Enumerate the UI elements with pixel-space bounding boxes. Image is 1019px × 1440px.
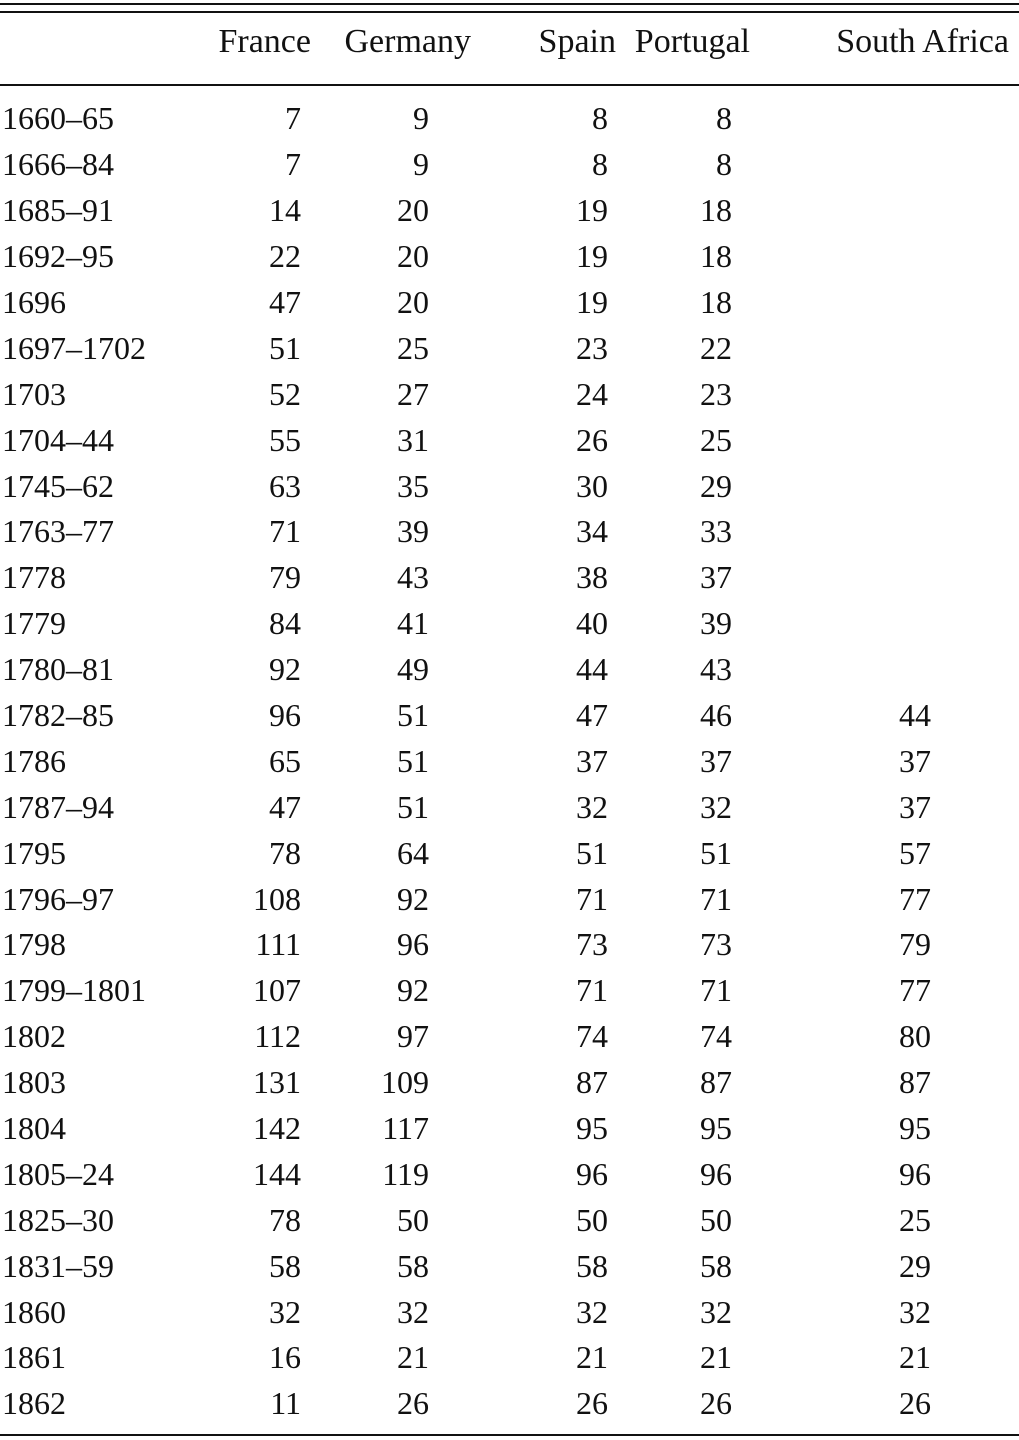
table-row <box>0 1060 1019 1106</box>
france-cell: 65 <box>269 742 301 779</box>
south-africa-cell <box>750 371 1019 417</box>
france-cell: 7 <box>285 100 301 137</box>
spain-cell: 51 <box>576 834 608 871</box>
south-africa-cell: 77 <box>899 880 931 917</box>
table-row <box>0 784 1019 830</box>
south-africa-cell: 37 <box>899 742 931 779</box>
germany-cell: 92 <box>397 880 429 917</box>
spain-cell: 34 <box>576 513 608 550</box>
france-cell: 7 <box>285 146 301 183</box>
period-cell: 1805–24 <box>2 1155 114 1192</box>
table-row <box>0 1106 1019 1152</box>
spain-cell: 50 <box>576 1201 608 1238</box>
column-header-south-africa: South Africa <box>836 23 1009 60</box>
portugal-cell: 87 <box>700 1064 732 1101</box>
france-cell: 32 <box>269 1293 301 1330</box>
period-cell: 1825–30 <box>2 1201 114 1238</box>
germany-cell: 109 <box>381 1064 429 1101</box>
period-cell: 1763–77 <box>2 513 114 550</box>
portugal-cell: 8 <box>716 100 732 137</box>
column-header-spain: Spain <box>538 23 616 60</box>
portugal-cell: 96 <box>700 1155 732 1192</box>
period-cell: 1696 <box>2 284 66 320</box>
portugal-cell: 73 <box>700 926 732 963</box>
south-africa-cell: 80 <box>899 1018 931 1055</box>
south-africa-cell <box>750 96 1019 142</box>
spain-cell: 37 <box>576 742 608 779</box>
germany-cell: 26 <box>397 1385 429 1422</box>
portugal-cell: 32 <box>700 788 732 825</box>
bottom-rule <box>0 1434 1019 1436</box>
portugal-cell: 71 <box>700 972 732 1009</box>
france-cell: 63 <box>269 467 301 504</box>
spain-cell: 19 <box>576 238 608 275</box>
south-africa-cell <box>750 647 1019 693</box>
south-africa-cell <box>750 601 1019 647</box>
germany-cell: 39 <box>397 513 429 550</box>
table-body <box>0 84 1019 1427</box>
portugal-cell: 18 <box>700 238 732 275</box>
germany-cell: 50 <box>397 1201 429 1238</box>
spain-cell: 95 <box>576 1110 608 1147</box>
period-cell: 1780–81 <box>2 651 114 688</box>
south-africa-cell: 57 <box>899 834 931 871</box>
france-cell: 131 <box>253 1064 301 1101</box>
period-cell: 1798 <box>2 926 66 963</box>
period-cell: 1778 <box>2 559 66 596</box>
france-cell: 22 <box>269 238 301 275</box>
spain-cell: 71 <box>576 972 608 1009</box>
table-row <box>0 142 1019 188</box>
table-row <box>0 922 1019 968</box>
france-cell: 58 <box>269 1247 301 1284</box>
header-row <box>0 0 1019 84</box>
south-africa-cell: 79 <box>899 926 931 963</box>
table-row <box>0 1014 1019 1060</box>
portugal-cell: 32 <box>700 1293 732 1330</box>
table-row <box>0 738 1019 784</box>
period-cell: 1782–85 <box>2 697 114 734</box>
south-africa-cell: 37 <box>899 788 931 825</box>
table-row <box>0 1197 1019 1243</box>
portugal-cell: 39 <box>700 605 732 642</box>
period-cell: 1861 <box>2 1339 66 1376</box>
portugal-cell: 51 <box>700 834 732 871</box>
portugal-cell: 95 <box>700 1110 732 1147</box>
spain-cell: 19 <box>576 192 608 229</box>
south-africa-cell: 25 <box>899 1201 931 1238</box>
spain-cell: 71 <box>576 880 608 917</box>
germany-cell: 31 <box>397 421 429 458</box>
france-cell: 144 <box>253 1155 301 1192</box>
period-cell: 1831–59 <box>2 1247 114 1284</box>
france-cell: 14 <box>269 192 301 229</box>
period-cell: 1799–1801 <box>2 972 146 1009</box>
germany-cell: 35 <box>397 467 429 504</box>
spain-cell: 26 <box>576 421 608 458</box>
period-cell: 1787–94 <box>2 788 114 825</box>
table-row <box>0 463 1019 509</box>
table-row <box>0 188 1019 234</box>
spain-cell: 32 <box>576 788 608 825</box>
germany-cell: 32 <box>397 1293 429 1330</box>
france-cell: 51 <box>269 329 301 366</box>
france-cell: 112 <box>254 1018 301 1055</box>
germany-cell: 97 <box>397 1018 429 1055</box>
spain-cell: 40 <box>576 605 608 642</box>
france-cell: 142 <box>253 1110 301 1147</box>
spain-cell: 8 <box>592 100 608 137</box>
south-africa-cell: 95 <box>899 1110 931 1147</box>
table-row <box>0 325 1019 371</box>
france-cell: 16 <box>269 1339 301 1376</box>
portugal-cell: 37 <box>700 559 732 596</box>
portugal-cell: 50 <box>700 1201 732 1238</box>
south-africa-cell: 32 <box>899 1293 931 1330</box>
spain-cell: 44 <box>576 651 608 688</box>
france-cell: 107 <box>253 972 301 1009</box>
germany-cell: 43 <box>397 559 429 596</box>
france-cell: 52 <box>269 375 301 412</box>
spain-cell: 73 <box>576 926 608 963</box>
germany-cell: 25 <box>397 329 429 366</box>
period-cell: 1692–95 <box>2 238 114 275</box>
south-africa-cell <box>750 417 1019 463</box>
portugal-cell: 22 <box>700 329 732 366</box>
germany-cell: 9 <box>413 146 429 183</box>
portugal-cell: 8 <box>716 146 732 183</box>
germany-cell: 9 <box>413 100 429 137</box>
spain-cell: 8 <box>592 146 608 183</box>
period-cell: 1704–44 <box>2 421 114 458</box>
spain-cell: 19 <box>576 284 608 320</box>
table-row <box>0 509 1019 555</box>
germany-cell: 20 <box>397 284 429 320</box>
period-cell: 1697–1702 <box>2 329 146 366</box>
spain-cell: 58 <box>576 1247 608 1284</box>
germany-cell: 21 <box>397 1339 429 1376</box>
south-africa-cell <box>750 325 1019 371</box>
portugal-cell: 18 <box>700 192 732 229</box>
spain-cell: 23 <box>576 329 608 366</box>
table-row <box>0 693 1019 739</box>
france-cell: 47 <box>269 284 301 320</box>
table-row <box>0 1151 1019 1197</box>
table-row <box>0 1335 1019 1381</box>
table-row <box>0 555 1019 601</box>
portugal-cell: 21 <box>700 1339 732 1376</box>
column-header-germany: Germany <box>344 23 471 60</box>
france-cell: 78 <box>269 1201 301 1238</box>
france-cell: 78 <box>269 834 301 871</box>
spain-cell: 21 <box>576 1339 608 1376</box>
spain-cell: 47 <box>576 697 608 734</box>
portugal-cell: 33 <box>700 513 732 550</box>
period-cell: 1796–97 <box>2 880 114 917</box>
column-header-period <box>0 0 190 84</box>
table-row <box>0 968 1019 1014</box>
france-cell: 11 <box>270 1385 301 1422</box>
south-africa-cell <box>750 280 1019 326</box>
south-africa-cell <box>750 142 1019 188</box>
south-africa-cell <box>750 555 1019 601</box>
germany-cell: 41 <box>397 605 429 642</box>
france-cell: 84 <box>269 605 301 642</box>
france-cell: 47 <box>269 788 301 825</box>
france-cell: 55 <box>269 421 301 458</box>
period-cell: 1660–65 <box>2 100 114 137</box>
portugal-cell: 29 <box>700 467 732 504</box>
germany-cell: 49 <box>397 651 429 688</box>
germany-cell: 51 <box>397 697 429 734</box>
portugal-cell: 23 <box>700 375 732 412</box>
table-row <box>0 417 1019 463</box>
germany-cell: 96 <box>397 926 429 963</box>
table-row <box>0 647 1019 693</box>
portugal-cell: 37 <box>700 742 732 779</box>
germany-cell: 51 <box>397 788 429 825</box>
south-africa-cell <box>750 509 1019 555</box>
period-cell: 1802 <box>2 1018 66 1055</box>
france-cell: 71 <box>269 513 301 550</box>
table-row <box>0 601 1019 647</box>
portugal-cell: 58 <box>700 1247 732 1284</box>
germany-cell: 58 <box>397 1247 429 1284</box>
spain-cell: 32 <box>576 1293 608 1330</box>
table-row <box>0 1381 1019 1427</box>
germany-cell: 92 <box>397 972 429 1009</box>
portugal-cell: 43 <box>700 651 732 688</box>
portugal-cell: 71 <box>700 880 732 917</box>
germany-cell: 64 <box>397 834 429 871</box>
south-africa-cell: 87 <box>899 1064 931 1101</box>
period-cell: 1685–91 <box>2 192 114 229</box>
table-row <box>0 371 1019 417</box>
france-cell: 79 <box>269 559 301 596</box>
table-row <box>0 1289 1019 1335</box>
portugal-cell: 25 <box>700 421 732 458</box>
south-africa-cell: 26 <box>899 1385 931 1422</box>
germany-cell: 27 <box>397 375 429 412</box>
germany-cell: 20 <box>397 192 429 229</box>
table-row <box>0 830 1019 876</box>
period-cell: 1703 <box>2 375 66 412</box>
period-cell: 1779 <box>2 605 66 642</box>
spain-cell: 38 <box>576 559 608 596</box>
table-row <box>0 280 1019 326</box>
germany-cell: 117 <box>382 1110 429 1147</box>
header-spacer <box>0 84 1019 96</box>
period-cell: 1745–62 <box>2 467 114 504</box>
period-cell: 1862 <box>2 1385 66 1422</box>
portugal-cell: 18 <box>700 284 732 320</box>
south-africa-cell <box>750 234 1019 280</box>
south-africa-cell: 44 <box>899 697 931 734</box>
germany-cell: 20 <box>397 238 429 275</box>
period-cell: 1860 <box>2 1293 66 1330</box>
portugal-cell: 74 <box>700 1018 732 1055</box>
period-cell: 1795 <box>2 834 66 871</box>
table-row <box>0 876 1019 922</box>
table-row <box>0 1243 1019 1289</box>
portugal-cell: 26 <box>700 1385 732 1422</box>
period-cell: 1804 <box>2 1110 66 1147</box>
south-africa-cell: 21 <box>899 1339 931 1376</box>
south-africa-cell: 96 <box>899 1155 931 1192</box>
spain-cell: 24 <box>576 375 608 412</box>
spain-cell: 30 <box>576 467 608 504</box>
spain-cell: 26 <box>576 1385 608 1422</box>
column-header-france: France <box>218 23 311 60</box>
south-africa-cell: 29 <box>899 1247 931 1284</box>
period-cell: 1786 <box>2 742 66 779</box>
period-cell: 1666–84 <box>2 146 114 183</box>
table-row <box>0 234 1019 280</box>
portugal-cell: 46 <box>700 697 732 734</box>
spain-cell: 87 <box>576 1064 608 1101</box>
france-cell: 96 <box>269 697 301 734</box>
france-cell: 111 <box>255 926 301 963</box>
table-row <box>0 96 1019 142</box>
france-cell: 92 <box>269 651 301 688</box>
france-cell: 108 <box>253 880 301 917</box>
germany-cell: 51 <box>397 742 429 779</box>
south-africa-cell <box>750 463 1019 509</box>
germany-cell: 119 <box>382 1155 429 1192</box>
spain-cell: 96 <box>576 1155 608 1192</box>
south-africa-cell: 77 <box>899 972 931 1009</box>
spain-cell: 74 <box>576 1018 608 1055</box>
period-cell: 1803 <box>2 1064 66 1101</box>
south-africa-cell <box>750 188 1019 234</box>
column-header-portugal: Portugal <box>634 23 750 60</box>
